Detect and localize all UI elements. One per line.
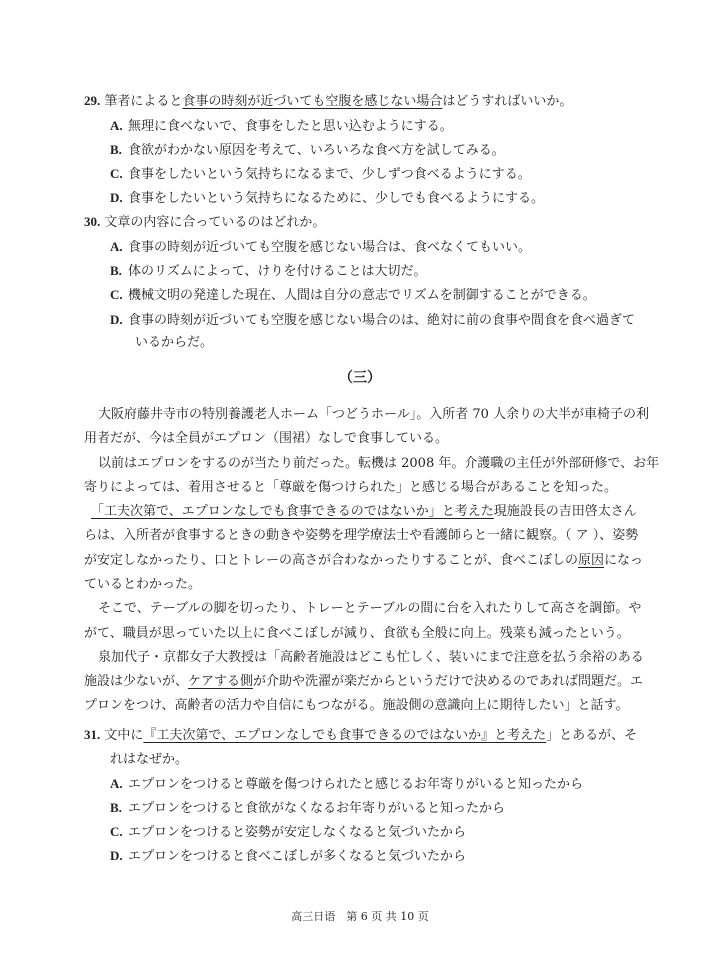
option-label: B. <box>110 800 122 815</box>
passage-line: 用者だが、今は全員がエプロン（围裙）なしで食事している。 <box>84 431 449 446</box>
q30-stem <box>84 213 325 232</box>
option-label: D. <box>110 312 123 327</box>
passage-text: 現施設長の吉田啓太さん <box>493 504 637 519</box>
passage-line: 以前はエプロンをするのが当たり前だった。転機は 2008 年。介護職の主任が外部研修で、お年 <box>98 456 660 471</box>
q31-stem <box>84 726 637 745</box>
q30-option-b[interactable] <box>110 262 426 281</box>
option-label: B. <box>110 142 122 157</box>
q29-stem-underlined: 食事の時刻が近づいても空腹を感じない場合 <box>182 94 443 109</box>
q29-stem-text-b: はどうすればいいか。 <box>442 94 573 109</box>
q30-option-d-continuation <box>135 334 213 352</box>
q31-stem-text-b: 」とあるが、そ <box>546 728 638 743</box>
passage-line: 泉加代子・京都女子大教授は「高齢者施設はどこも忙しく、装いにまで注意を払う余裕のある <box>98 650 644 665</box>
option-label: A. <box>110 239 123 254</box>
option-label: A. <box>110 776 123 791</box>
section-heading: （三） <box>339 370 381 386</box>
option-text: 無理に食べないで、食事をしたと思い込むようにする。 <box>128 119 453 134</box>
passage-line <box>84 552 643 570</box>
option-text: 食欲がわかない原因を考えて、いろいろな食べ方を試してみる。 <box>128 143 505 158</box>
option-text: エプロンをつけると食欲がなくなるお年寄りがいると知ったから <box>128 801 506 816</box>
option-label: D. <box>110 190 123 205</box>
option-label: C. <box>110 824 123 839</box>
passage-line: がて、職員が思っていた以上に食べこぼしが減り、食欲も全般に向上。残菜も減ったという。 <box>84 626 630 641</box>
underlined-word: ケアする側 <box>188 674 254 689</box>
q31-stem-continuation: れはなぜか。 <box>110 752 189 767</box>
passage-line <box>84 673 643 691</box>
option-text: 食事の時刻が近づいても空腹を感じない場合のは、絶対に前の食事や間食を食べ過ぎて <box>128 313 636 328</box>
page-footer: 高三日语 第 6 页 共 10 页 <box>291 910 429 923</box>
q31-stem-underlined: 『工夫次第で、エプロンなしでも食事できるのではないか』と考えた <box>143 728 547 743</box>
underlined-word: 原因 <box>578 553 605 568</box>
q30-stem-text: 文章の内容に合っているのはどれか。 <box>104 215 326 230</box>
passage-line: 大阪府藤井寺市の特別養護老人ホーム「つどうホール」。入所者 70 人余りの大半が車椅子の利 <box>98 407 650 422</box>
q29-option-d[interactable] <box>110 189 544 208</box>
q30-option-d[interactable] <box>110 311 635 330</box>
passage-line: らは、入所者が食事するときの動きや姿勢を理学療法士や看護師らと一緒に観察。（ ア ）、姿勢 <box>84 528 639 543</box>
q29-stem <box>84 92 572 111</box>
option-text: 食事をしたいという気持ちになるまで、少しずつ食べるようにする。 <box>128 167 531 182</box>
q31-stem-text-a: 文中に <box>104 728 144 743</box>
passage-text: が安定しなかったり、口とトレーの高さが合わなかったりすることが、食べこぼしの <box>84 553 579 568</box>
q31-option-b[interactable] <box>110 799 505 818</box>
passage-text: が介助や洗濯が楽だからというだけで決めるのであれば問題だ。エ <box>253 674 644 689</box>
option-text: 食事の時刻が近づいても空腹を感じない場合は、食べなくてもいい。 <box>128 240 532 255</box>
q29-option-a[interactable] <box>110 117 453 136</box>
passage-line: そこで、テーブルの脚を切ったり、トレーとテーブルの間に台を入れたりして高さを調節。や <box>98 601 642 616</box>
q31-option-a[interactable] <box>110 775 583 794</box>
q30-option-a[interactable] <box>110 238 531 257</box>
option-text: エプロンをつけると食べこぼしが多くなると気づいたから <box>128 849 467 864</box>
passage-text: になっ <box>604 553 644 568</box>
option-label: C. <box>110 166 123 181</box>
underlined-phrase: 「工夫次第で、エプロンなしでも食事できるのではないか」と考えた <box>91 504 494 519</box>
option-label: C. <box>110 287 123 302</box>
option-text: エプロンをつけると姿勢が安定しなくなると気づいたから <box>128 825 467 840</box>
q29-option-c[interactable] <box>110 165 531 184</box>
passage-line: ているとわかった。 <box>84 577 202 592</box>
q31-number: 31. <box>84 727 101 742</box>
option-text: 機械文明の発達した現在、人間は自分の意志でリズムを制御することができる。 <box>128 288 596 303</box>
option-text: いるからだ。 <box>135 335 214 350</box>
passage-line: プロンをつけ、高齢者の活力や自信にもつながる。施設側の意識向上に期待したい」と話す。 <box>84 698 629 713</box>
option-text: 食事をしたいという気持ちになるために、少しでも食べるようにする。 <box>128 191 545 206</box>
q30-number: 30. <box>84 214 101 229</box>
option-text: 体のリズムによって、けりを付けることは大切だ。 <box>128 264 427 279</box>
q29-stem-text-a: 筆者によると <box>104 94 183 109</box>
option-text: エプロンをつけると尊厳を傷つけられたと感じるお年寄りがいると知ったから <box>128 777 584 792</box>
option-label: B. <box>110 263 122 278</box>
passage-text: 施設は少ないが、 <box>84 674 189 689</box>
passage-line: 寄りによっては、着用させると「尊厳を傷つけられた」と感じる場合があることを知った。 <box>84 480 618 495</box>
option-label: D. <box>110 848 123 863</box>
q30-option-c[interactable] <box>110 286 596 305</box>
q29-option-b[interactable] <box>110 141 505 160</box>
option-label: A. <box>110 118 123 133</box>
q31-option-c[interactable] <box>110 823 466 842</box>
q29-number: 29. <box>84 93 101 108</box>
q31-option-d[interactable] <box>110 847 466 866</box>
passage-line <box>91 503 637 521</box>
